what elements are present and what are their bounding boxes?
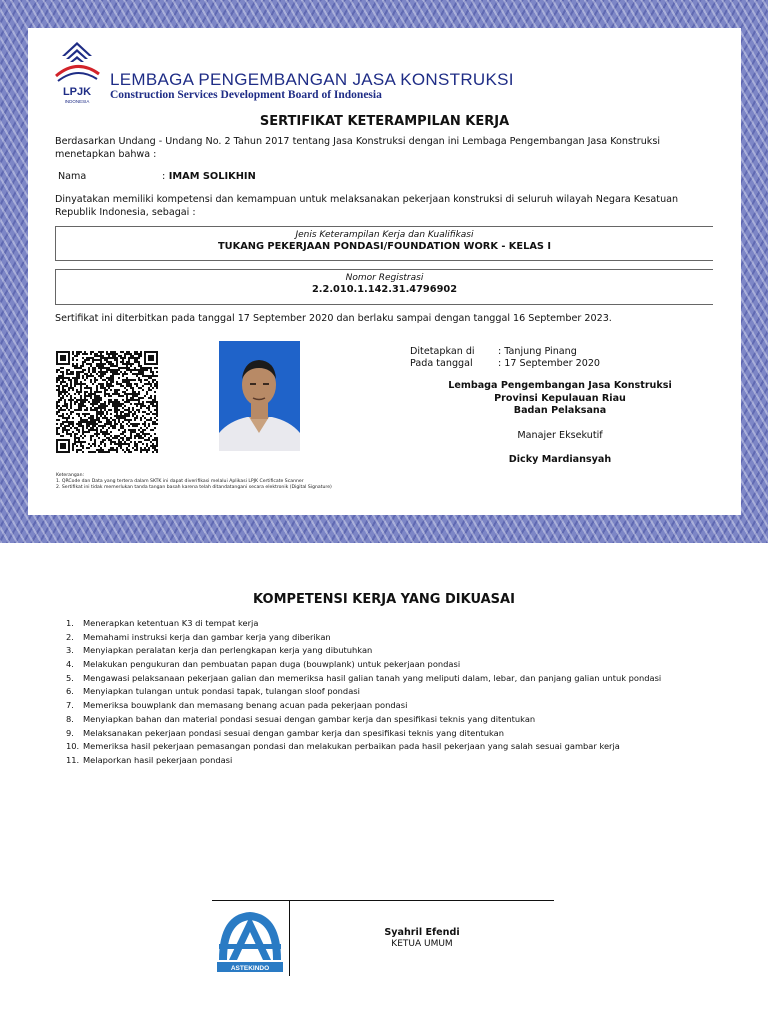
competency-item xyxy=(66,754,661,768)
qr-code xyxy=(56,351,158,453)
qualification-value: TUKANG PEKERJAAN PONDASI/FOUNDATION WORK - KELAS I xyxy=(217,241,552,252)
competency-text: Menyiapkan tulangan untuk pondasi tapak, tulangan sloof pondasi xyxy=(83,686,360,697)
signer-role: Manajer Eksekutif xyxy=(517,430,603,441)
astekindo-logo-text: ASTEKINDO xyxy=(230,965,270,972)
competency-item xyxy=(66,644,661,658)
competency-number: 2. xyxy=(66,631,74,642)
org-subtitle: Construction Services Development Board of Indonesia xyxy=(110,89,382,101)
registration-label: Nomor Registrasi xyxy=(345,273,424,283)
holder-photo xyxy=(219,341,300,451)
notes: Keterangan: 1. QRCode dan Data yang tertera dalam SKTK ini dapat diverifikasi melalui Aplikasi LPJK Certificate Scanner 2. Sertifikat ini tidak memerlukan tanda tangan basah karena telah ditandatangani secara elektronik (Digital Signature) xyxy=(56,473,332,490)
competency-item xyxy=(66,658,661,672)
competency-text: Melaksanakan pekerjaan pondasi sesuai dengan gambar kerja dan spesifikasi teknis yang ditentukan xyxy=(83,727,504,738)
competency-number: 9. xyxy=(66,727,74,738)
certificate-title: SERTIFIKAT KETERAMPILAN KERJA xyxy=(259,114,510,129)
lpjk-logo xyxy=(52,40,102,106)
competency-item xyxy=(66,699,661,713)
logo-text: LPJK xyxy=(62,86,92,98)
competency-item xyxy=(66,713,661,727)
competency-number: 8. xyxy=(66,713,74,724)
registration-box xyxy=(55,269,713,305)
competency-text: Mengawasi pelaksanaan pekerjaan galian dan memeriksa hasil galian tanah yang meliputi dalam, lebar, dan panjang galian untuk pondasi xyxy=(83,672,662,683)
competency-list xyxy=(66,617,661,768)
qr-modules xyxy=(56,351,158,453)
logo-country: INDONESIA xyxy=(64,99,90,104)
footer-divider xyxy=(212,900,554,901)
name-label: Nama xyxy=(58,171,87,182)
astekindo-logo xyxy=(213,904,287,974)
competency-number: 6. xyxy=(66,686,74,697)
competency-item xyxy=(66,685,661,699)
certificate-page xyxy=(28,28,741,515)
issuer-organization: Lembaga Pengembangan Jasa Konstruksi Provinsi Kepulauan Riau Badan Pelaksana xyxy=(448,380,672,416)
name-value: : IMAM SOLIKHIN xyxy=(162,171,256,182)
competency-text: Memahami instruksi kerja dan gambar kerja yang diberikan xyxy=(83,631,331,642)
competency-number: 4. xyxy=(66,659,74,670)
qualification-box xyxy=(55,226,713,261)
date-label: Pada tanggal xyxy=(410,358,473,369)
competency-number: 7. xyxy=(66,700,74,711)
org-name: LEMBAGA PENGEMBANGAN JASA KONSTRUKSI xyxy=(110,70,514,89)
validity-text: Sertifikat ini diterbitkan pada tanggal 17 September 2020 dan berlaku sampai dengan tanggal 16 September 2023. xyxy=(55,313,612,324)
preamble-text: Berdasarkan Undang - Undang No. 2 Tahun 2017 tentang Jasa Konstruksi dengan ini Lembaga Pengembangan Jasa Konstruksi menetapkan bahwa : xyxy=(55,136,660,160)
chairman-name: Syahril Efendi xyxy=(384,927,460,938)
competency-text: Memeriksa bouwplank dan memasang benang acuan pada pekerjaan pondasi xyxy=(83,700,408,711)
competency-number: 3. xyxy=(66,645,74,656)
place-value: : Tanjung Pinang xyxy=(498,346,577,357)
competency-number: 1. xyxy=(66,618,74,628)
statement-text: Dinyatakan memiliki kompetensi dan kemampuan untuk melaksanakan pekerjaan konstruksi di seluruh wilayah Negara Kesatuan Republik Indonesia, sebagai : xyxy=(55,194,679,218)
competency-text: Menyiapkan bahan dan material pondasi sesuai dengan gambar kerja dan spesifikasi teknis yang ditentukan xyxy=(83,713,536,724)
competency-item xyxy=(66,617,661,631)
competency-item xyxy=(66,727,661,741)
competency-item xyxy=(66,672,661,686)
competency-text: Melakukan pengukuran dan pembuatan papan duga (bouwplank) untuk pekerjaan pondasi xyxy=(83,659,461,670)
footer-vertical-divider xyxy=(289,900,290,976)
place-label: Ditetapkan di xyxy=(410,346,475,357)
competency-text: Menerapkan ketentuan K3 di tempat kerja xyxy=(83,618,259,628)
competency-item xyxy=(66,740,661,754)
competency-text: Melaporkan hasil pekerjaan pondasi xyxy=(83,754,233,765)
date-value: : 17 September 2020 xyxy=(498,358,601,369)
registration-value: 2.2.010.1.142.31.4796902 xyxy=(311,284,458,295)
signature-meta xyxy=(410,346,710,370)
competency-text: Menyiapkan peralatan kerja dan perlengkapan kerja yang dibutuhkan xyxy=(83,645,373,656)
competency-number: 10. xyxy=(66,741,80,752)
signer-name: Dicky Mardiansyah xyxy=(508,454,612,465)
competency-number: 5. xyxy=(66,672,74,683)
competency-number: 11. xyxy=(66,754,80,765)
competency-title: KOMPETENSI KERJA YANG DIKUASAI xyxy=(253,592,515,607)
competency-item xyxy=(66,631,661,645)
qualification-label: Jenis Keterampilan Kerja dan Kualifikasi xyxy=(295,230,474,240)
competency-text: Memeriksa hasil pekerjaan pemasangan pondasi dan melakukan perbaikan pada hasil pekerjaan yang salah sesuai gambar kerja xyxy=(83,741,620,752)
chairman-role: KETUA UMUM xyxy=(391,939,453,949)
